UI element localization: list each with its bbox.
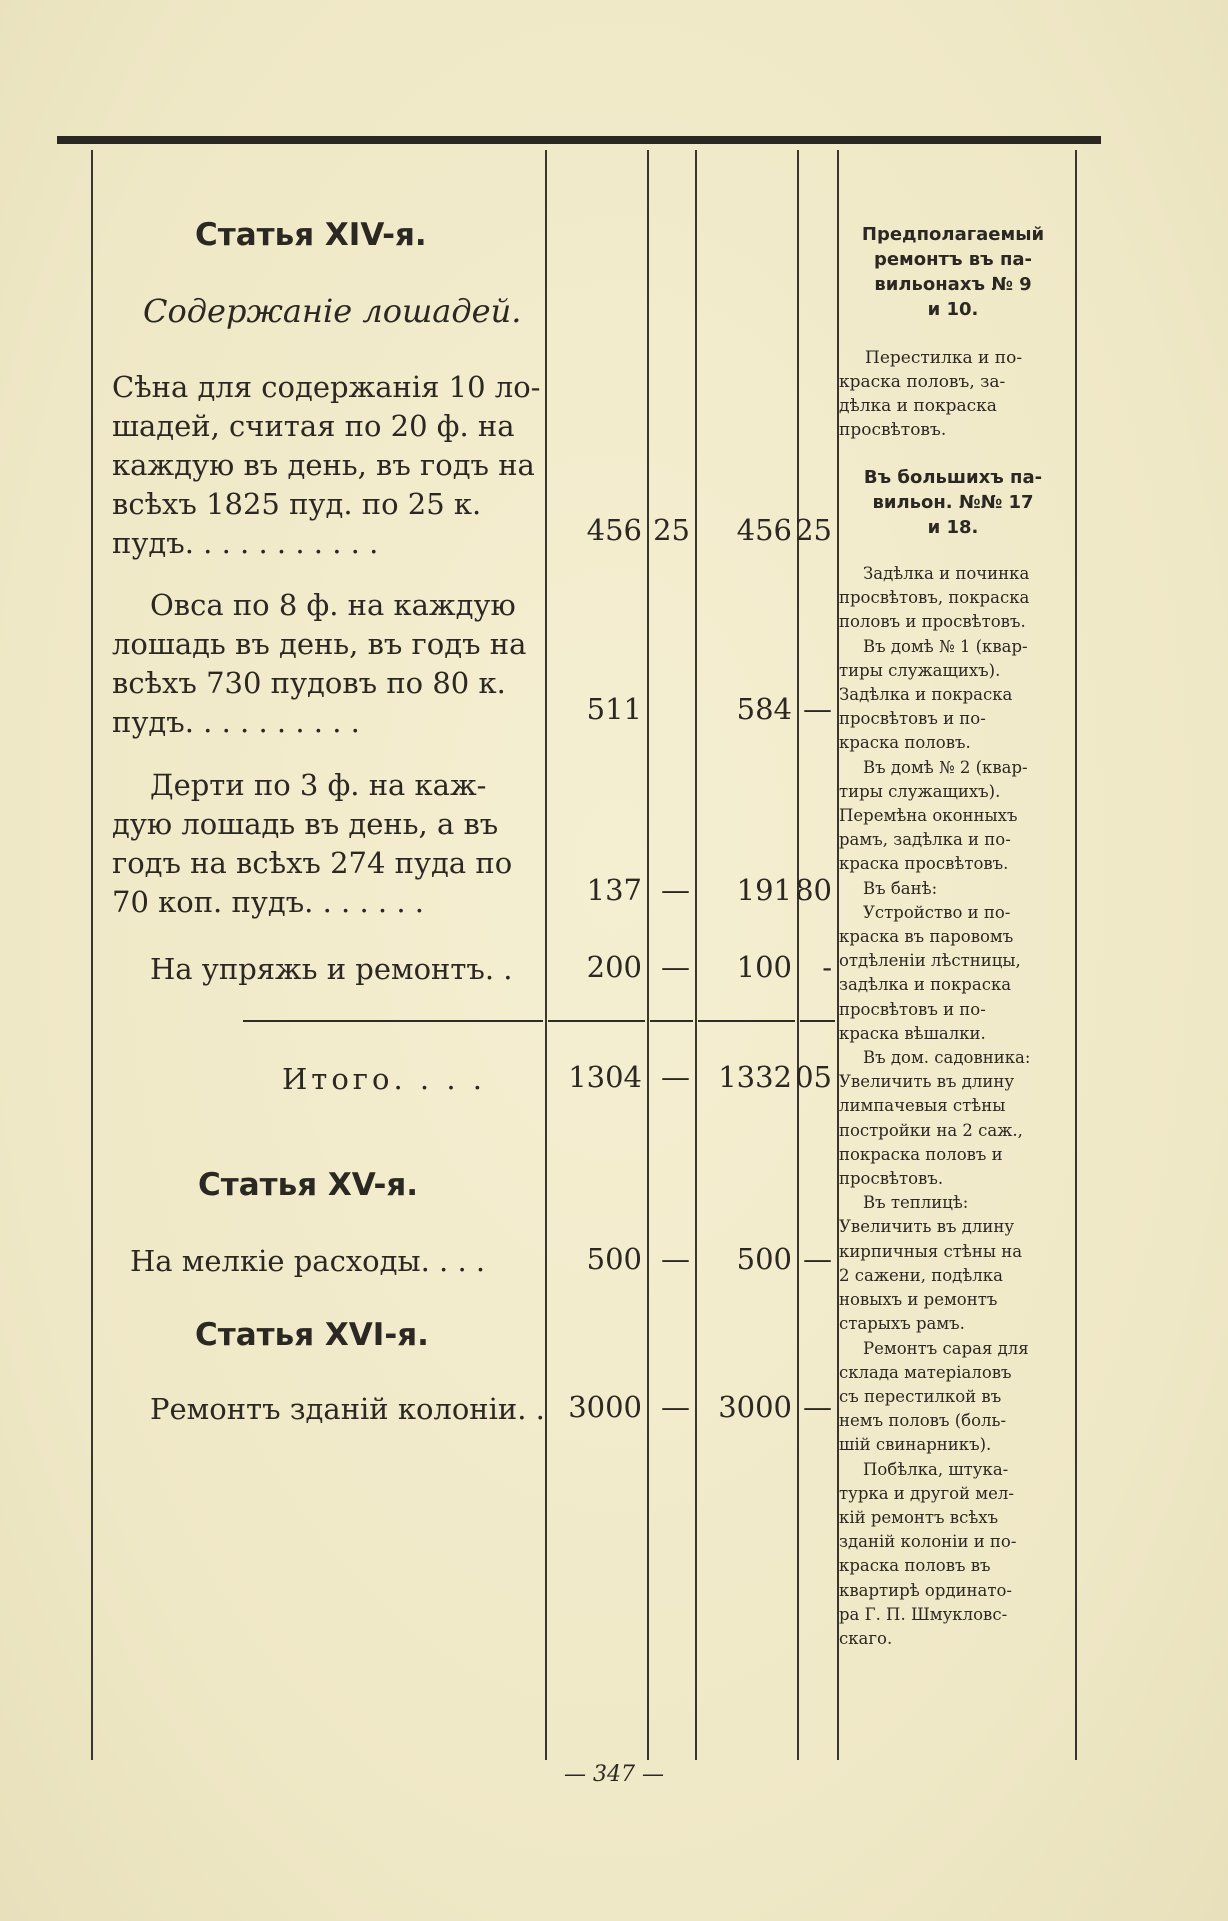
amount-hay-col4: 25 [795, 513, 832, 547]
amount-harness-col1: 200 [586, 950, 642, 984]
oats-line: Овса по 8 ф. на каждую [150, 588, 516, 622]
right-line: просвѣтовъ. [839, 1169, 944, 1189]
total-label: Итого. . . . [282, 1062, 486, 1096]
harness-item: На упряжь и ремонтъ. . [150, 952, 513, 986]
right-line: 2 сажени, подѣлка [839, 1265, 1003, 1285]
right-heading-line: и 10. [927, 299, 979, 320]
amount-harness-col2: — [661, 950, 690, 984]
right-line: покраска половъ и [839, 1144, 1003, 1164]
right-line: Въ банѣ: [863, 878, 938, 898]
right-line: Въ домѣ № 2 (квар- [863, 757, 1028, 777]
right-line: просвѣтовъ. [839, 420, 947, 440]
right-line: Перемѣна оконныхъ [839, 806, 1018, 826]
page-number: — 347 — [564, 1762, 664, 1787]
amount-total-col2: — [661, 1060, 690, 1094]
oats-line: всѣхъ 730 пудовъ по 80 к. [112, 666, 506, 700]
right-line: квартирѣ ординато- [839, 1580, 1013, 1600]
amount-oats-col3: 584 [736, 692, 792, 726]
right-heading-2 [839, 465, 1067, 540]
right-heading-line: ремонтъ въ па- [873, 249, 1033, 270]
right-line: Увеличить въ длину [839, 1072, 1015, 1092]
chaff-item [112, 766, 512, 922]
amount-harness-col3: 100 [736, 950, 792, 984]
amount-oats-col1: 511 [586, 692, 642, 726]
right-line: Задѣлка и покраска [839, 685, 1013, 705]
right-line: немъ половъ (боль- [839, 1411, 1007, 1431]
amount-repair-col4: — [803, 1390, 832, 1424]
amount-petty-col3: 500 [736, 1242, 792, 1276]
right-line: рамъ, задѣлка и по- [839, 830, 1011, 850]
right-line: старыхъ рамъ. [839, 1314, 965, 1334]
right-line: Побѣлка, штука- [863, 1459, 1009, 1479]
top-rule [57, 136, 1101, 144]
right-line: просвѣтовъ и по- [839, 999, 986, 1019]
hay-line: шадей, считая по 20 ф. на [112, 409, 515, 443]
right-line: Задѣлка и починка [863, 564, 1030, 583]
right-line: скаго. [839, 1628, 893, 1648]
col-rule-1 [545, 150, 547, 1760]
article-14-title: Статья XIV-я. [195, 217, 427, 253]
right-line: краска вѣшалки. [839, 1023, 986, 1043]
hay-line: каждую въ день, въ годъ на [112, 448, 535, 482]
amount-repair-col3: 3000 [718, 1390, 792, 1424]
hay-line: Сѣна для содержанія 10 ло- [112, 370, 541, 404]
petty-expenses: На мелкіе расходы. . . . [130, 1244, 486, 1278]
oats-item [112, 586, 526, 742]
amount-chaff-col3: 191 [736, 873, 792, 907]
right-line: Въ домѣ № 1 (квар- [863, 636, 1028, 656]
col-rule-4 [797, 150, 799, 1760]
amount-total-col1: 1304 [568, 1060, 642, 1094]
right-line: кій ремонтъ всѣхъ [839, 1507, 999, 1527]
chaff-line: дую лошадь въ день, а въ [112, 807, 499, 841]
right-line: просвѣтовъ, покраска [839, 588, 1030, 608]
amount-petty-col2: — [661, 1242, 690, 1276]
right-heading-line: Предполагаемый [861, 224, 1045, 245]
hay-item [112, 368, 540, 563]
amount-repair-col1: 3000 [568, 1390, 642, 1424]
right-line: краска половъ въ [839, 1556, 991, 1576]
right-line: краска просвѣтовъ. [839, 854, 1009, 874]
right-line: постройки на 2 саж., [839, 1120, 1023, 1140]
right-line: дѣлка и покраска [839, 396, 997, 416]
right-line: тиры служащихъ). [839, 660, 1001, 680]
amount-chaff-col2: — [661, 873, 690, 907]
right-line: новыхъ и ремонтъ [839, 1290, 998, 1310]
right-line: половъ и просвѣтовъ. [839, 612, 1026, 632]
right-line: съ перестилкой въ [839, 1386, 1002, 1406]
right-line: кирпичныя стѣны на [839, 1241, 1023, 1261]
right-line: отдѣленіи лѣстницы, [839, 951, 1021, 971]
amount-hay-col2: 25 [653, 513, 690, 547]
right-line: краска въ паровомъ [839, 927, 1014, 947]
repair-buildings: Ремонтъ зданій колоніи. . [150, 1392, 545, 1426]
sum-rule-text [243, 1020, 543, 1022]
right-line: лимпачевыя стѣны [839, 1096, 1006, 1116]
col-rule-right [1075, 150, 1077, 1760]
right-line: Перестилка и по- [865, 348, 1023, 368]
oats-line: лошадь въ день, въ годъ на [112, 627, 527, 661]
right-heading-line: и 18. [927, 517, 979, 538]
right-paragraph-1 [839, 346, 1067, 442]
right-line: шій свинарникъ). [839, 1435, 992, 1455]
amount-chaff-col4: 80 [795, 873, 832, 907]
right-line: краска половъ, за- [839, 372, 1006, 392]
right-line: Увеличить въ длину [839, 1217, 1015, 1237]
right-line: тиры служащихъ). [839, 781, 1001, 801]
right-line: склада матеріаловъ [839, 1362, 1012, 1382]
amount-total-col4: 05 [795, 1060, 832, 1094]
right-line: Въ теплицѣ: [863, 1193, 969, 1213]
right-line: задѣлка и покраска [839, 975, 1012, 995]
right-line: ра Г. П. Шмукловс- [839, 1604, 1008, 1624]
article-16-title: Статья XVI-я. [195, 1317, 429, 1353]
chaff-line: 70 коп. пудъ. . . . . . . [112, 885, 425, 919]
hay-line: пудъ. . . . . . . . . . . [112, 526, 379, 560]
amount-petty-col4: — [803, 1242, 832, 1276]
amount-repair-col2: — [661, 1390, 690, 1424]
sum-rule-c4 [800, 1020, 835, 1022]
amount-hay-col3: 456 [736, 513, 792, 547]
amount-oats-col4: — [803, 692, 832, 726]
right-paragraph-2 [839, 562, 1067, 1651]
right-heading-line: Въ большихъ па- [863, 467, 1043, 488]
sum-rule-c1 [548, 1020, 645, 1022]
right-line: Устройство и по- [863, 902, 1011, 922]
hay-line: всѣхъ 1825 пуд. по 25 к. [112, 487, 482, 521]
chaff-line: годъ на всѣхъ 274 пуда по [112, 846, 513, 880]
amount-petty-col1: 500 [586, 1242, 642, 1276]
col-rule-3 [695, 150, 697, 1760]
oats-line: пудъ. . . . . . . . . . [112, 705, 360, 739]
article-14-subtitle: Содержаніе лошадей. [143, 292, 522, 330]
amount-chaff-col1: 137 [586, 873, 642, 907]
right-line: краска половъ. [839, 733, 971, 753]
amount-hay-col1: 456 [586, 513, 642, 547]
sum-rule-c2 [650, 1020, 693, 1022]
right-line: зданій колоніи и по- [839, 1532, 1017, 1552]
right-heading-line: вильонахъ № 9 [874, 274, 1032, 295]
amount-harness-col4: - [822, 950, 832, 984]
right-line: Ремонтъ сарая для [863, 1338, 1029, 1358]
article-15-title: Статья XV-я. [198, 1167, 419, 1203]
sum-rule-c3 [698, 1020, 795, 1022]
right-line: Въ дом. садовника: [863, 1048, 1031, 1068]
right-heading-1 [839, 222, 1067, 322]
right-line: турка и другой мел- [839, 1483, 1014, 1503]
col-rule-2 [647, 150, 649, 1760]
right-heading-line: вильон. №№ 17 [872, 492, 1034, 513]
right-line: просвѣтовъ и по- [839, 709, 986, 729]
chaff-line: Дерти по 3 ф. на каж- [150, 768, 487, 802]
amount-total-col3: 1332 [718, 1060, 792, 1094]
col-rule-left [91, 150, 93, 1760]
